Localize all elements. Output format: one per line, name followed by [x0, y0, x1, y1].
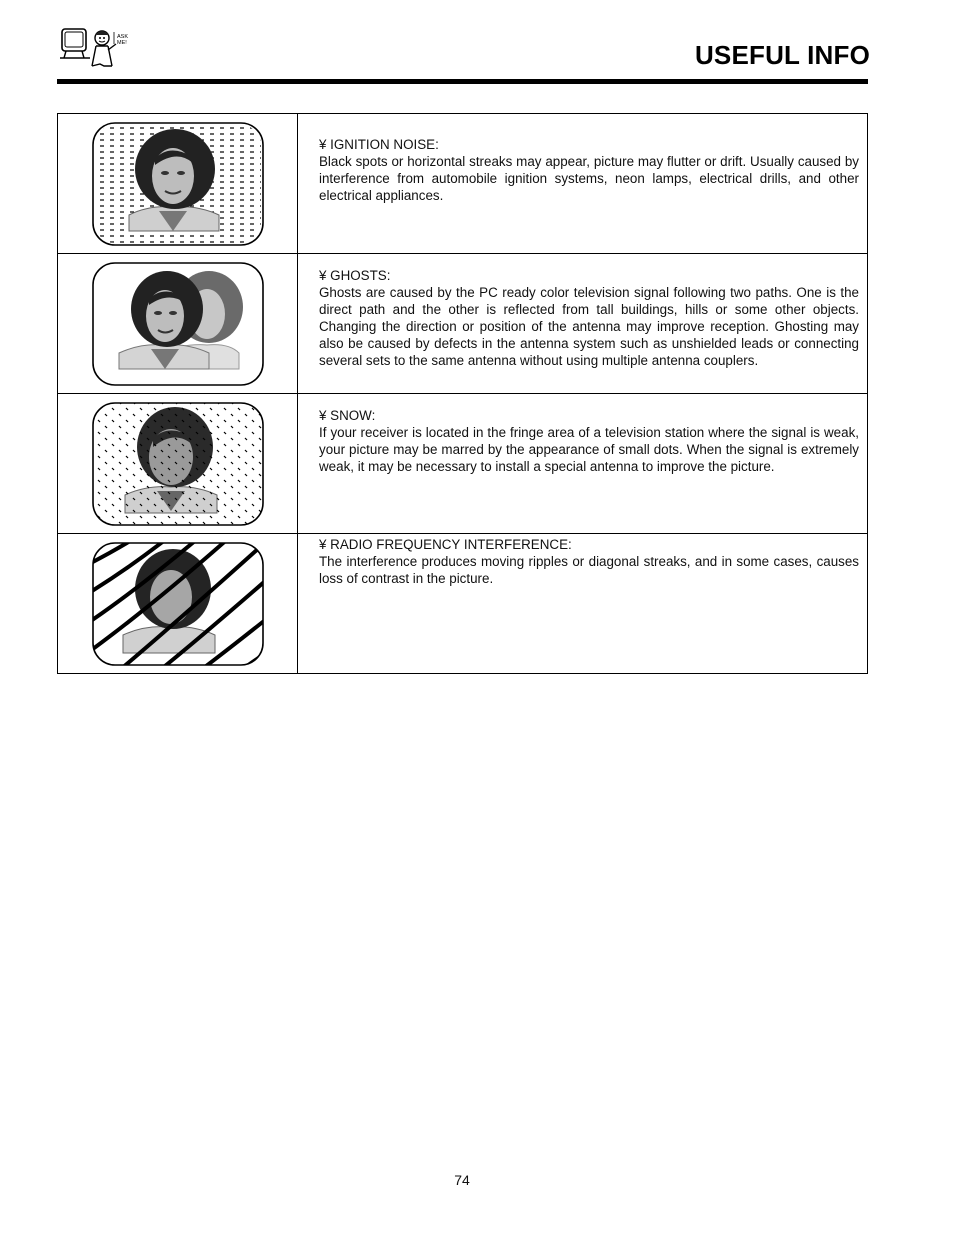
troubleshooting-table [57, 113, 868, 674]
description-cell [298, 254, 868, 394]
tv-radio-interference-illustration [89, 539, 267, 669]
illustration-cell [58, 114, 298, 254]
table-row [58, 254, 868, 394]
description-cell [298, 114, 868, 254]
illustration-cell [58, 534, 298, 674]
section-body: Ghosts are caused by the PC ready color television signal following two paths. One is the direct path and the other is reflected from tall buildings, hills or some other objects. Changing the direction or position of the antenna may improve reception. Ghosting may also be caused by defects in the antenna system such as unshielded leads or connecting several sets to the same antenna without using multiple antenna couplers. [319, 285, 859, 368]
logo-text-1: ASK [117, 34, 129, 40]
section-heading: ¥ SNOW: [319, 408, 376, 423]
logo-text-2: ME! [117, 40, 127, 46]
tv-ghosts-illustration [89, 259, 267, 389]
section-body: If your receiver is located in the fringe area of a television station where the signal is weak, your picture may be marred by the appearance of small dots. When the signal is extremely weak, it may be necessary to install a special antenna to improve the picture. [319, 425, 859, 474]
description-cell [298, 394, 868, 534]
section-body: The interference produces moving ripples or diagonal streaks, and in some cases, causes loss of contrast in the picture. [319, 554, 859, 586]
section-heading: ¥ GHOSTS: [319, 268, 391, 283]
table-row [58, 534, 868, 674]
ask-me-logo [56, 26, 138, 70]
illustration-cell [58, 254, 298, 394]
tv-ignition-noise-illustration [89, 119, 267, 249]
description-cell [298, 534, 868, 674]
title-divider [57, 79, 868, 84]
section-body: Black spots or horizontal streaks may appear, picture may flutter or drift. Usually caused by interference from automobile ignition systems, neon lamps, electrical drills, and other electrical appliances. [319, 154, 859, 203]
illustration-cell [58, 394, 298, 534]
page-title: USEFUL INFO [694, 40, 870, 70]
section-heading: ¥ RADIO FREQUENCY INTERFERENCE: [319, 537, 572, 552]
tv-snow-illustration [89, 399, 267, 529]
section-heading: ¥ IGNITION NOISE: [319, 137, 439, 152]
table-row [58, 114, 868, 254]
table-row [58, 394, 868, 534]
page-number: 74 [454, 1172, 470, 1188]
